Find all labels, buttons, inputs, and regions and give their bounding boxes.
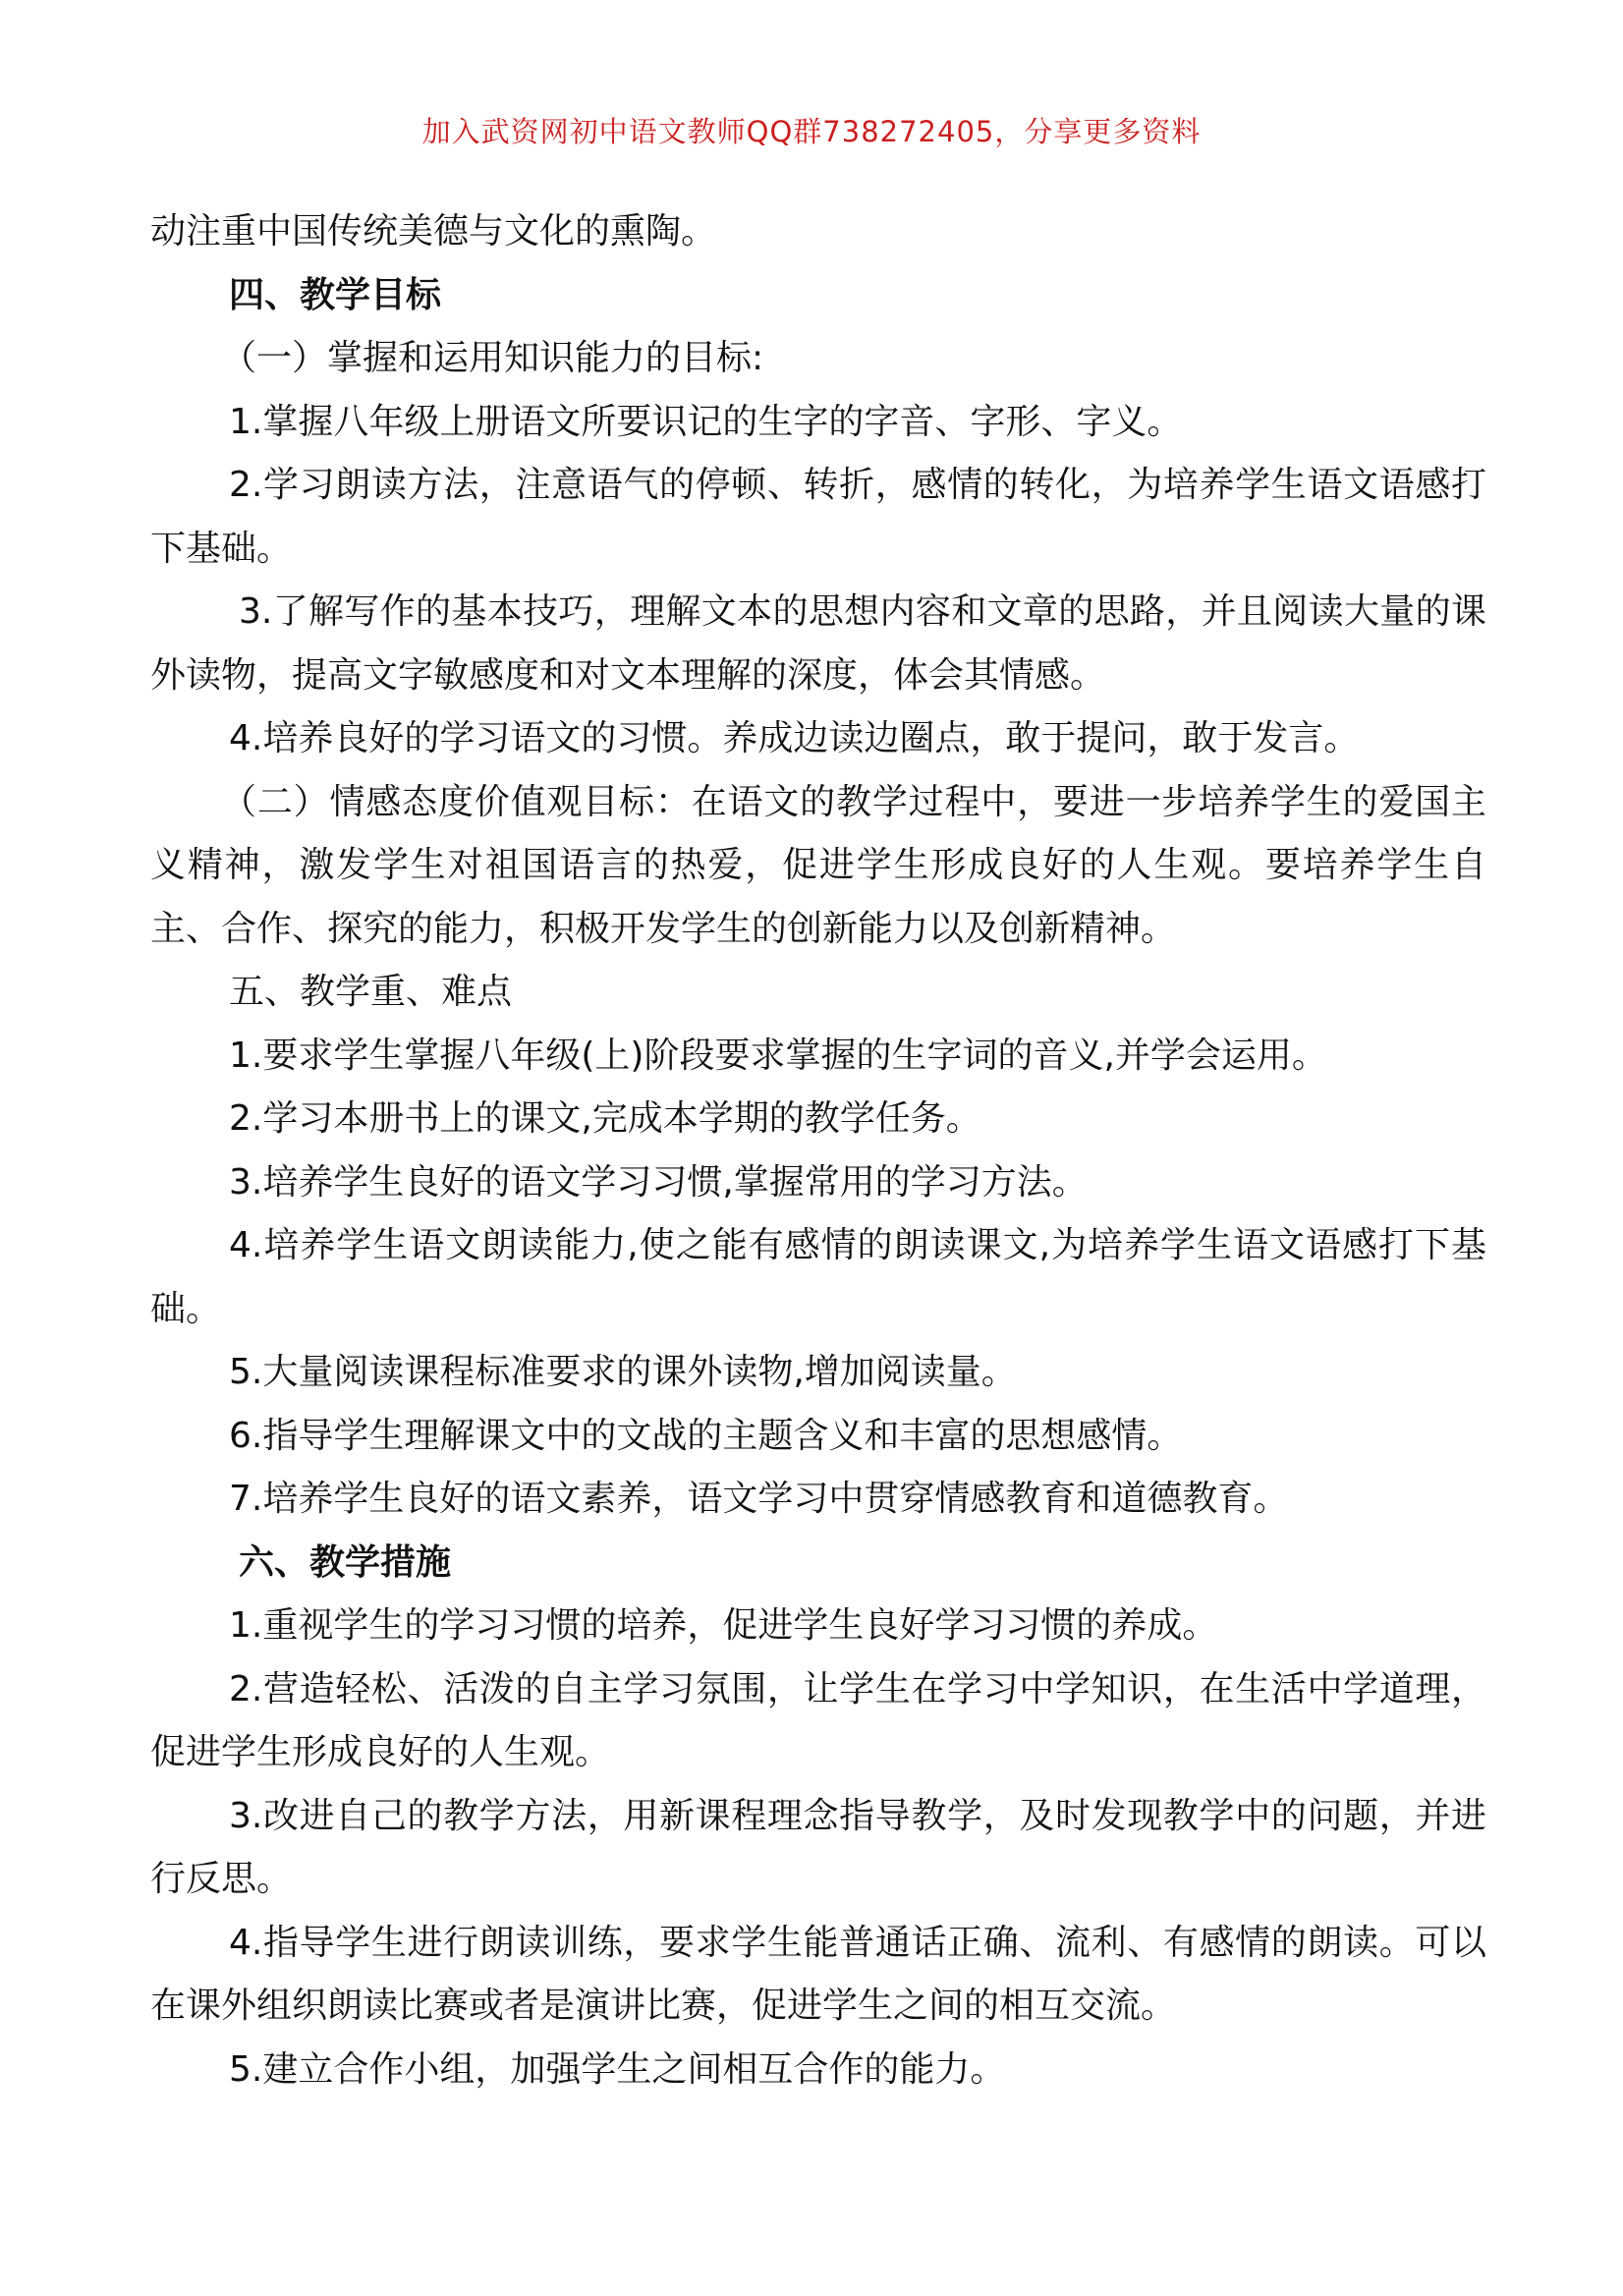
- paragraph: 5.大量阅读课程标准要求的课外读物,增加阅读量。: [229, 1352, 1017, 1392]
- paragraph: 1.要求学生掌握八年级(上)阶段要求掌握的生字词的音义,并学会运用。: [229, 1035, 1327, 1076]
- paragraph: 3.了解写作的基本技巧，理解文本的思想内容和文章的思路，并且阅读大量的课外读物，提高文字敏感度和对文本理解的深度，体会其情感。: [150, 591, 1486, 696]
- paragraph: 2.学习朗读方法，注意语气的停顿、转折，感情的转化，为培养学生语文语感打下基础。: [150, 465, 1486, 569]
- paragraph: 4.指导学生进行朗读训练，要求学生能普通话正确、流利、有感情的朗读。可以在课外组织朗读比赛或者是演讲比赛，促进学生之间的相互交流。: [150, 1922, 1486, 2026]
- paragraph: 7.培养学生良好的语文素养，语文学习中贯穿情感教育和道德教育。: [229, 1479, 1289, 1519]
- paragraph: （一）掌握和运用知识能力的目标:: [221, 338, 764, 378]
- paragraph: 1.重视学生的学习习惯的培养，促进学生良好学习习惯的养成。: [229, 1605, 1218, 1646]
- paragraph: 五、教学重、难点: [229, 972, 513, 1012]
- paragraph: 3.培养学生良好的语文学习习惯,掌握常用的学习方法。: [229, 1161, 1088, 1203]
- paragraph: 4.培养学生语文朗读能力,使之能有感情的朗读课文,为培养学生语文语感打下基础。: [150, 1225, 1486, 1329]
- paragraph: 6.指导学生理解课文中的文战的主题含义和丰富的思想感情。: [229, 1415, 1183, 1456]
- paragraph: 动注重中国传统美德与文化的熏陶。: [150, 211, 717, 252]
- section-heading: 六、教学措施: [239, 1541, 452, 1583]
- paragraph: 3.改进自己的教学方法，用新课程理念指导教学，及时发现教学中的问题，并进行反思。: [150, 1795, 1486, 1899]
- paragraph: 1.掌握八年级上册语文所要识记的生字的字音、字形、字义。: [229, 401, 1183, 442]
- paragraph: （二）情感态度价值观目标：在语文的教学过程中，要进一步培养学生的爱国主义精神，激发学生对祖国语言的热爱，促进学生形成良好的人生观。要培养学生自主、合作、探究的能力，积极开发学生的创新能力以及创新精神。: [150, 781, 1486, 949]
- paragraph: 2.营造轻松、活泼的自主学习氛围，让学生在学习中学知识，在生活中学道理，促进学生形成良好的人生观。: [150, 1668, 1486, 1772]
- paragraph: 2.学习本册书上的课文,完成本学期的教学任务。: [229, 1098, 981, 1139]
- document-body: [150, 200, 1486, 2101]
- section-heading: 四、教学目标: [229, 274, 442, 315]
- paragraph: 4.培养良好的学习语文的习惯。养成边读边圈点，敢于提问，敢于发言。: [229, 718, 1360, 758]
- paragraph: 5.建立合作小组，加强学生之间相互合作的能力。: [229, 2048, 1006, 2090]
- header-notice: 加入武资网初中语文教师QQ群738272405，分享更多资料: [421, 115, 1202, 148]
